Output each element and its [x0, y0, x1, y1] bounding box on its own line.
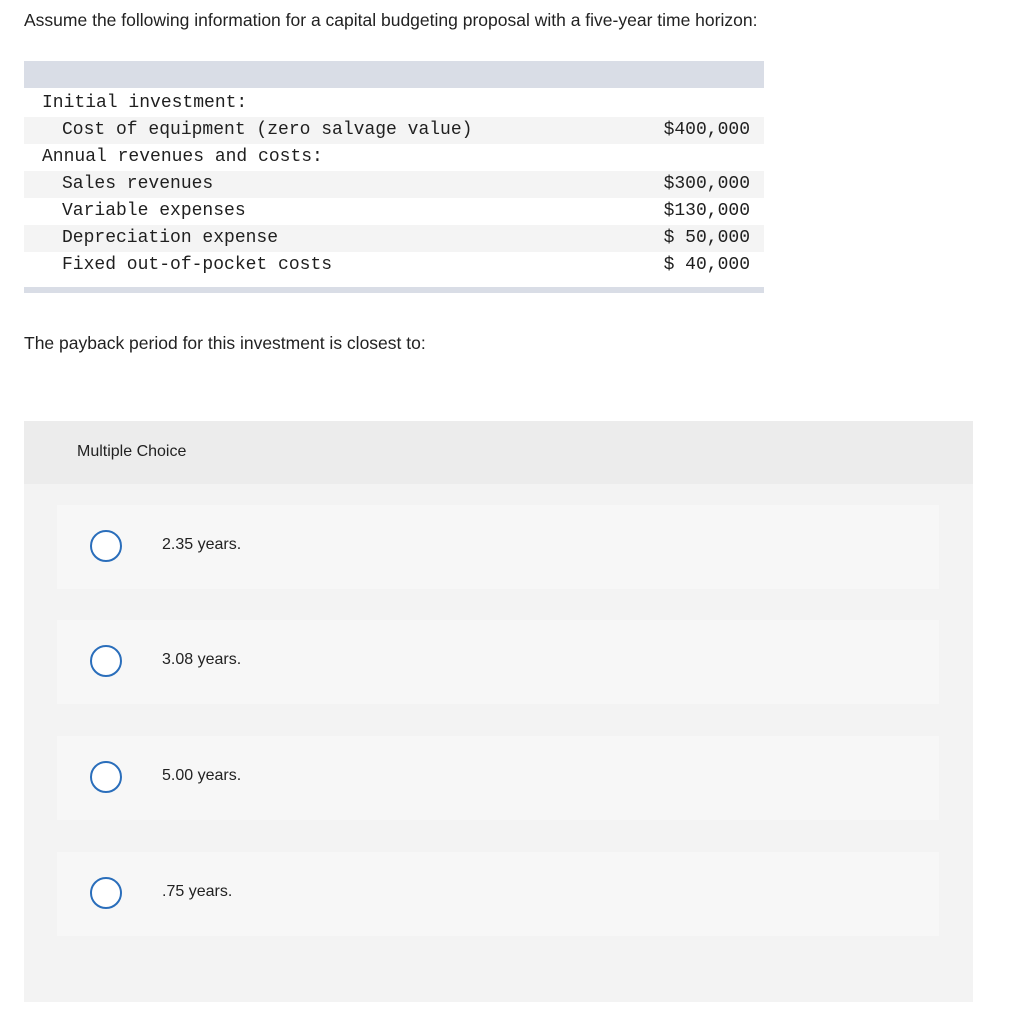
row-value: $130,000: [663, 201, 750, 221]
radio-button-icon[interactable]: [90, 645, 122, 677]
table-row-sales-revenues: [24, 171, 764, 198]
row-label: Sales revenues: [62, 174, 214, 194]
row-value: $400,000: [663, 120, 750, 140]
radio-button-icon[interactable]: [90, 530, 122, 562]
table-row-initial-investment: [24, 90, 764, 117]
multiple-choice-panel: [24, 421, 973, 1002]
choice-label: .75 years.: [162, 883, 233, 900]
multiple-choice-heading: Multiple Choice: [77, 443, 187, 460]
table-footer-bar: [24, 287, 764, 293]
choice-option-2[interactable]: [57, 620, 939, 704]
table-row-fixed-out-of-pocket-costs: [24, 252, 764, 279]
multiple-choice-header: [24, 421, 973, 484]
radio-button-icon[interactable]: [90, 761, 122, 793]
row-label: Initial investment:: [42, 93, 248, 113]
choice-option-1[interactable]: [57, 505, 939, 589]
table-row-annual-revenues-and-costs: [24, 144, 764, 171]
table-header-bar: [24, 61, 764, 88]
question-intro: Assume the following information for a capital budgeting proposal with a five-year time horizon:: [24, 10, 758, 30]
question-prompt: The payback period for this investment is closest to:: [24, 333, 426, 353]
radio-button-icon[interactable]: [90, 877, 122, 909]
row-label: Depreciation expense: [62, 228, 279, 248]
table-row-variable-expenses: [24, 198, 764, 225]
table-row-cost-of-equipment: [24, 117, 764, 144]
row-label: Variable expenses: [62, 201, 246, 221]
choice-label: 2.35 years.: [162, 536, 242, 553]
row-value: $300,000: [663, 174, 750, 194]
row-value: $ 50,000: [663, 228, 750, 248]
multiple-choice-options: [24, 484, 973, 1002]
choice-option-3[interactable]: [57, 736, 939, 820]
choice-label: 5.00 years.: [162, 767, 242, 784]
table-row-depreciation-expense: [24, 225, 764, 252]
row-label: Annual revenues and costs:: [42, 147, 323, 167]
row-label: Fixed out-of-pocket costs: [62, 255, 333, 275]
investment-data-table: [24, 61, 764, 275]
row-value: $ 40,000: [663, 255, 750, 275]
row-label: Cost of equipment (zero salvage value): [62, 120, 473, 140]
choice-option-4[interactable]: [57, 852, 939, 936]
choice-label: 3.08 years.: [162, 651, 242, 668]
